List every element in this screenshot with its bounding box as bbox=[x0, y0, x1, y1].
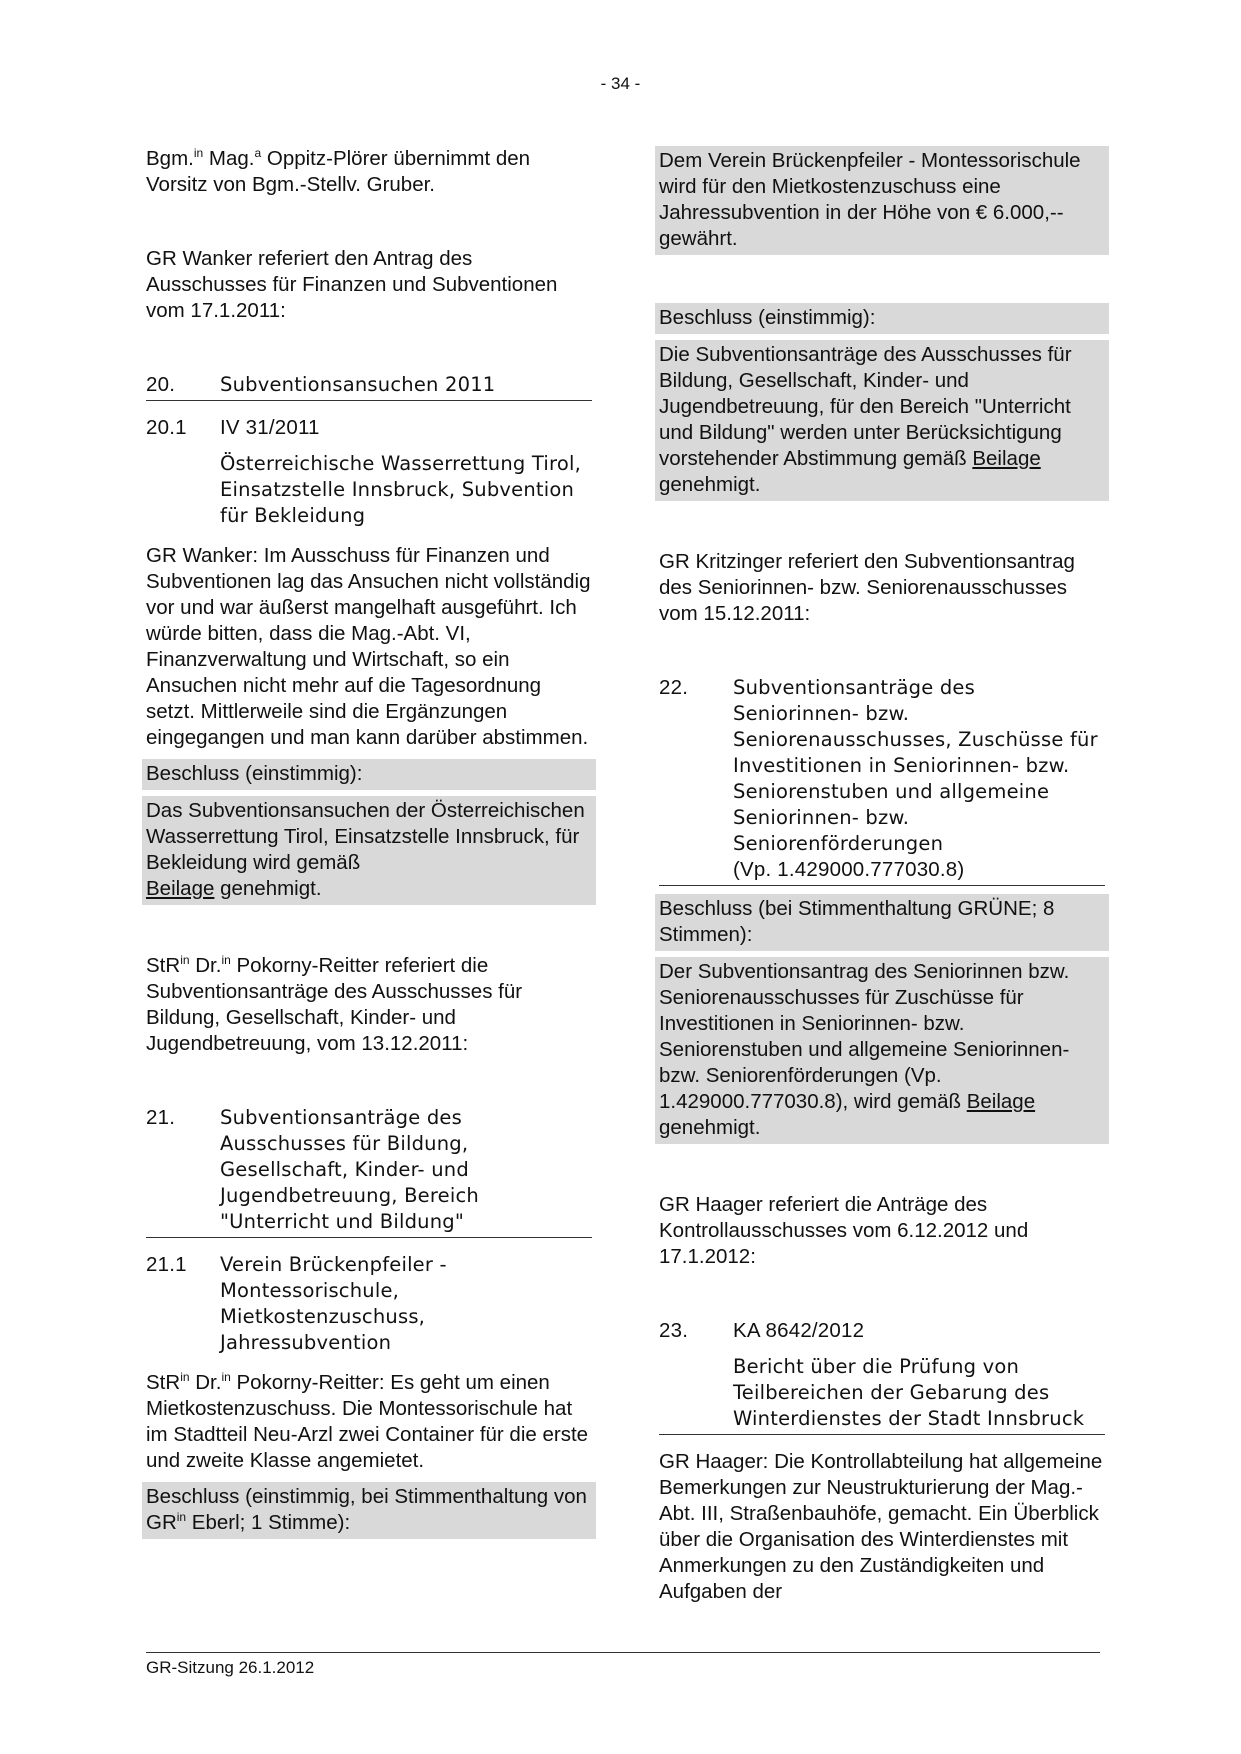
footer-divider bbox=[146, 1652, 1100, 1653]
section-20-1-title: Österreichische Wasserrettung Tirol, Einsatzstelle Innsbruck, Subvention für Bekleidung bbox=[220, 452, 581, 527]
section-23-title: Bericht über die Prüfung von Teilbereichen der Gebarung des Winterdienstes der Stadt Innsbruck bbox=[659, 1354, 1105, 1435]
resolution-body-3: Die Subventionsanträge des Ausschusses für Bildung, Gesellschaft, Kinder- und Jugendbetreuung, für den Bereich "Unterricht und Bildung" werden unter Berücksichtigung vorstehender Abstimmung gemäß Beilage genehmigt. bbox=[655, 340, 1109, 501]
page-number: - 34 - bbox=[600, 74, 641, 93]
paragraph-haager-intro: GR Haager referiert die Anträge des Kontrollausschusses vom 6.12.2012 und 17.1.2012: bbox=[659, 1193, 1029, 1268]
section-heading-20-1: 20.1 IV 31/2011 bbox=[146, 416, 320, 439]
paragraph-haager-statement: GR Haager: Die Kontrollabteilung hat allgemeine Bemerkungen zur Neustrukturierung der Mag.-Abt. III, Straßenbauhöfe, gemacht. Ein Überblick über die Organisation des Winterdienstes mit Anmerkungen zu den Zuständigkeiten und Aufgaben der bbox=[659, 1450, 1103, 1603]
paragraph-pokorny-statement: StR$^{in}$ Dr.$^{in}$ Pokorny-Reitter: Es geht um einen Mietkostenzuschuss. Die Montessorischule hat im Stadtteil Neu-Arzl zwei Container für die erste und zweite Klasse angemietet. bbox=[146, 1370, 589, 1472]
resolution-head-3: Beschluss (einstimmig): bbox=[655, 303, 1109, 334]
section-heading-20: 20. Subventionsansuchen 2011 bbox=[146, 372, 592, 401]
section-heading-23: 23. KA 8642/2012 bbox=[659, 1319, 865, 1342]
paragraph-wanker-statement: GR Wanker: Im Ausschuss für Finanzen und Subventionen lag das Ansuchen nicht vollständig vor und war äußerst mangelhaft ausgeführt. Ich würde bitten, dass die Mag.-Abt. VI, Finanzverwaltung und Wirtschaft, so ein Ansuchen nicht mehr auf die Tagesordnung setzt. Mittlerweile sind die Ergänzungen eingegangen und man kann darüber abstimmen. bbox=[146, 544, 591, 749]
section-heading-21: 21. Subventionsanträge des Ausschusses für Bildung, Gesellschaft, Kinder- und Jugendbetreuung, Bereich "Unterricht und Bildung" bbox=[146, 1105, 592, 1238]
resolution-head-1: Beschluss (einstimmig): bbox=[142, 759, 596, 790]
left-column bbox=[146, 146, 592, 1539]
paragraph-chair-change: Bgm.$^{in}$ Mag.$^a$ Oppitz-Plörer übernimmt den Vorsitz von Bgm.-Stellv. Gruber. bbox=[146, 146, 531, 196]
resolution-head-2: Beschluss (einstimmig, bei Stimmenthaltung von $GR^{in}$ Eberl; 1 Stimme): bbox=[142, 1482, 596, 1539]
section-heading-21-1: 21.1 Verein Brückenpfeiler - Montessorischule, Mietkostenzuschuss, Jahressubvention bbox=[146, 1253, 447, 1354]
resolution-body-1: Das Subventionsansuchen der Österreichischen Wasserrettung Tirol, Einsatzstelle Innsbruck, für Bekleidung wird gemäß Beilage genehmigt. bbox=[142, 796, 596, 905]
paragraph-kritzinger-intro: GR Kritzinger referiert den Subventionsantrag des Seniorinnen- bzw. Seniorenausschusses vom 15.12.2011: bbox=[659, 550, 1075, 625]
footer-session-date: GR-Sitzung 26.1.2012 bbox=[146, 1658, 315, 1677]
resolution-body-2: Dem Verein Brückenpfeiler - Montessorischule wird für den Mietkostenzuschuss eine Jahressubvention in der Höhe von € 6.000,-- gewährt. bbox=[655, 146, 1109, 255]
beilage-link[interactable]: Beilage bbox=[146, 877, 215, 900]
beilage-link[interactable]: Beilage bbox=[966, 1090, 1036, 1113]
beilage-link[interactable]: Beilage bbox=[972, 447, 1041, 470]
right-column bbox=[659, 146, 1105, 1605]
resolution-head-4: Beschluss (bei Stimmenthaltung GRÜNE; 8 Stimmen): bbox=[655, 894, 1109, 951]
paragraph-pokorny-intro: StR$^{in}$ Dr.$^{in}$ Pokorny-Reitter referiert die Subventionsanträge des Ausschusses für Bildung, Gesellschaft, Kinder- und Jugendbetreuung, vom 13.12.2011: bbox=[146, 953, 523, 1055]
resolution-body-4: Der Subventionsantrag des Seniorinnen bzw. Seniorenausschusses für Zuschüsse für Investitionen in Seniorinnen- bzw. Seniorenstuben und allgemeine Seniorinnen- bzw. Seniorenförderungen (Vp. 1.429000.777030.8), wird gemäß Beilage genehmigt. bbox=[655, 957, 1109, 1144]
paragraph-wanker-intro: GR Wanker referiert den Antrag des Ausschusses für Finanzen und Subventionen vom 17.1.2011: bbox=[146, 247, 558, 322]
section-heading-22: 22. Subventionsanträge des Seniorinnen- bzw. Seniorenausschusses, Zuschüsse für Investitionen in Seniorinnen- bzw. Seniorenstuben und allgemeine Seniorinnen- bzw. Seniorenförderungen (Vp. 1.429000.777030.8) bbox=[659, 675, 1105, 886]
